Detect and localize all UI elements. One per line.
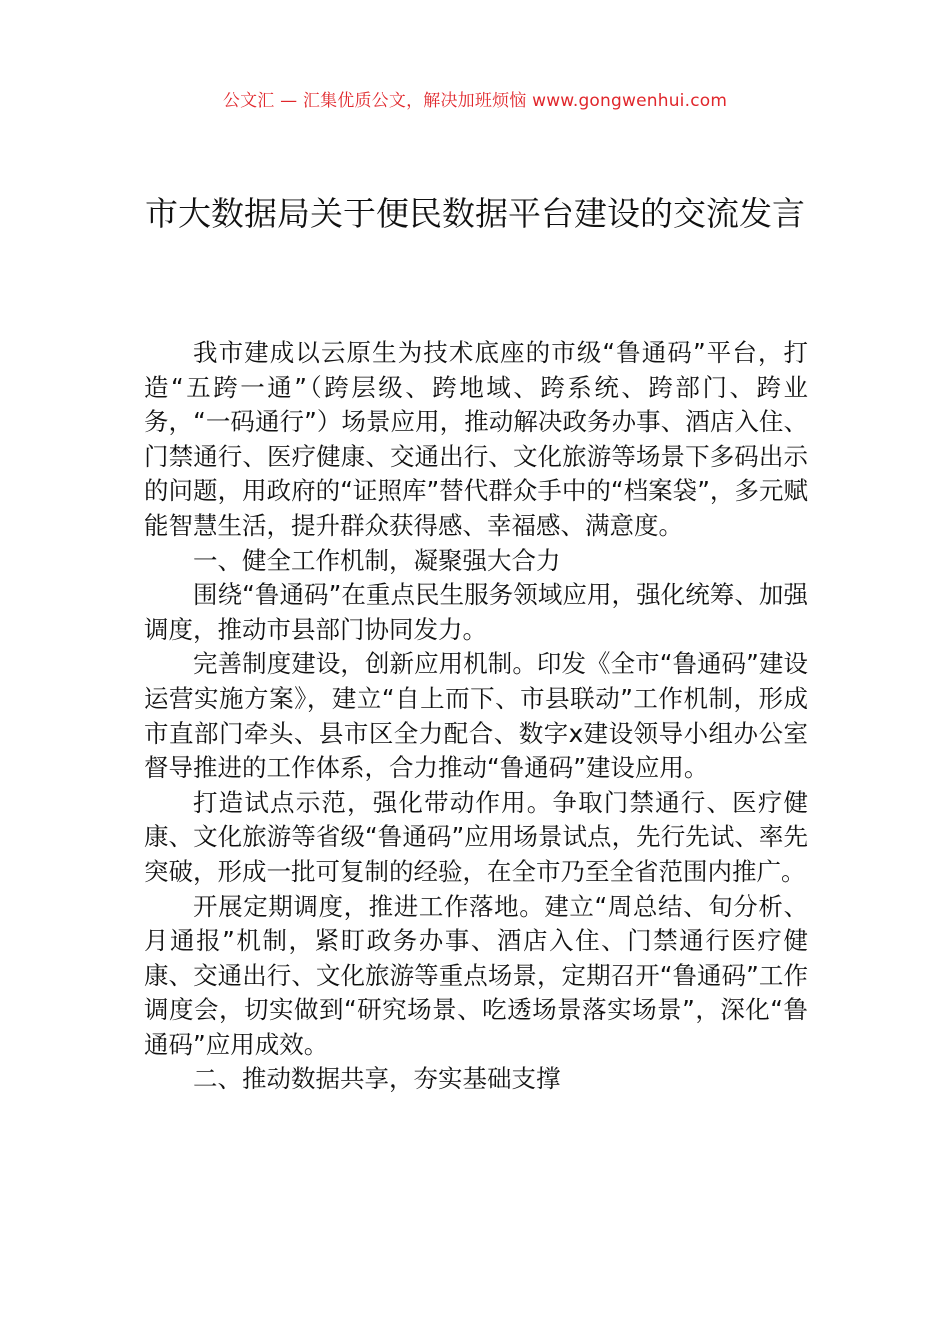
document-title: 市大数据局关于便民数据平台建设的交流发言 [145,194,805,233]
paragraph-pilot-demo: 打造试点示范，强化带动作用。争取门禁通行、医疗健康、文化旅游等省级“鲁通码”应用场景试点，先行先试、率先突破，形成一批可复制的经验，在全市乃至全省范围内推广。 [144,787,808,886]
paragraph-intro: 我市建成以云原生为技术底座的市级“鲁通码”平台，打造“五跨一通”（跨层级、跨地域、跨系统、跨部门、跨业务，“一码通行”）场景应用，推动解决政务办事、酒店入住、门禁通行、医疗健康、交通出行、文化旅游等场景下多码出示的问题，用政府的“证照库”替代群众手中的“档案袋”，多元赋能智慧生活，提升群众获得感、幸福感、满意度。 [144,338,808,540]
document-body [144,336,808,1097]
paragraph-regular-scheduling: 开展定期调度，推进工作落地。建立“周总结、旬分析、月通报”机制，紧盯政务办事、酒店入住、门禁通行医疗健康、交通出行、文化旅游等重点场景，定期召开“鲁通码”工作调度会，切实做到“研究场景、吃透场景落实场景”，深化“鲁通码”应用成效。 [144,891,808,1059]
watermark-header[interactable]: 公文汇 — 汇集优质公文，解决加班烦恼 www.gongwenhui.com [222,91,728,111]
paragraph-system-building: 完善制度建设，创新应用机制。印发《全市“鲁通码”建设运营实施方案》，建立“自上而下、市县联动”工作机制，形成市直部门牵头、县市区全力配合、数字x建设领导小组办公室督导推进的工作体系，合力推动“鲁通码”建设应用。 [144,649,808,783]
section-heading-1: 一、健全工作机制，凝聚强大合力 [193,545,561,575]
section-heading-2: 二、推动数据共享，夯实基础支撑 [193,1064,561,1094]
paragraph-section1-intro: 围绕“鲁通码”在重点民生服务领域应用，强化统筹、加强调度，推动市县部门协同发力。 [144,580,808,644]
